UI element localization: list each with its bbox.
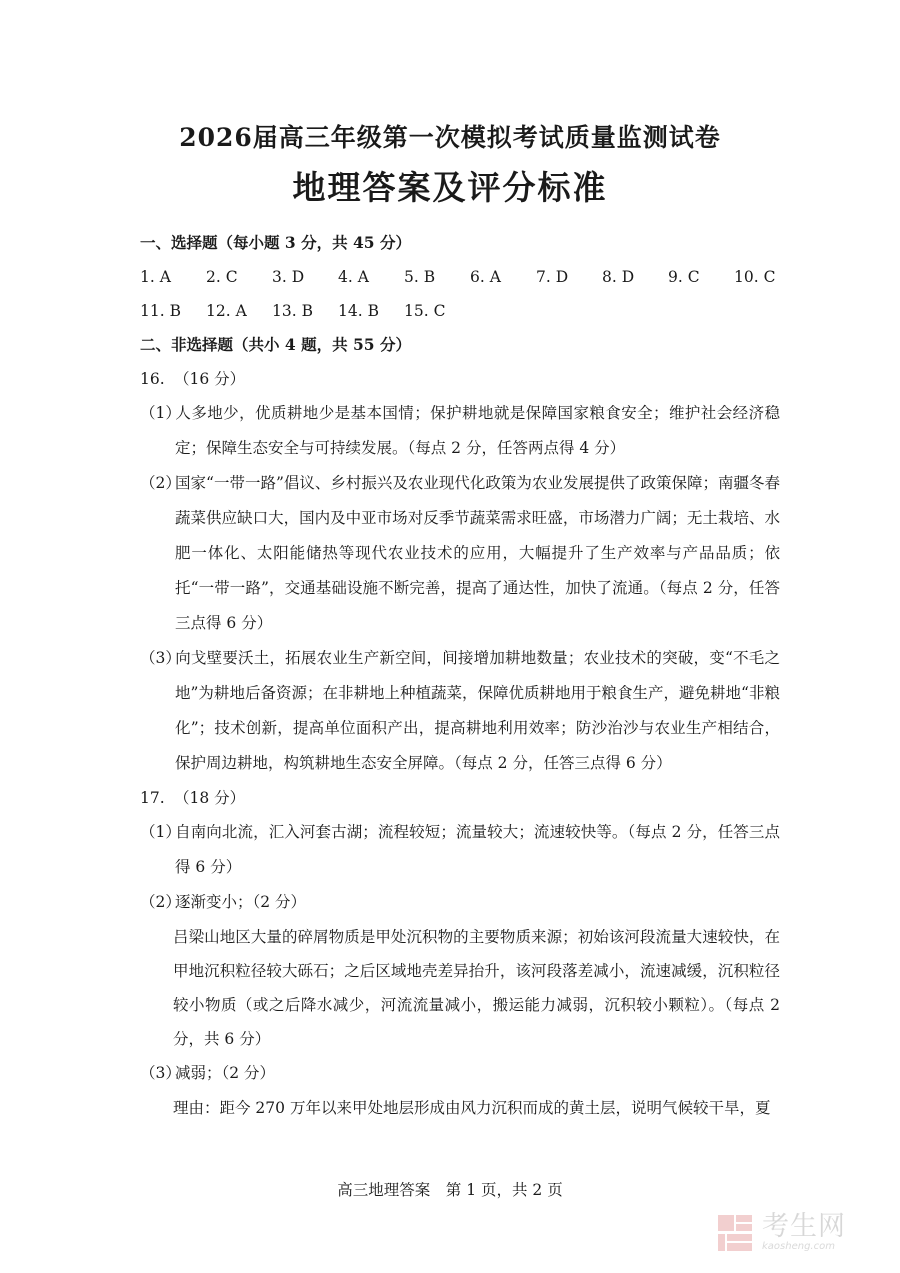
choice-answer: 14. B <box>338 302 379 320</box>
question-number: 16. <box>140 370 165 388</box>
choice-answers-row-2 <box>140 294 780 328</box>
watermark-url: kaosheng.com <box>762 1241 835 1252</box>
q16-answer-3 <box>140 641 780 781</box>
section-heading-nonchoice: 二、非选择题（共小 4 题，共 55 分） <box>140 335 411 354</box>
sub-question-number: （3） <box>140 649 181 667</box>
answer-text: 人多地少，优质耕地少是基本国情；保护耕地就是保障国家粮食安全；维护社会经济稳定；保障生态安全与可持续发展。（每点 2 分，任答两点得 4 分） <box>175 404 780 457</box>
q16-answer-2 <box>140 466 780 641</box>
choice-answer: 9. C <box>668 268 700 286</box>
question-16-header <box>140 362 780 396</box>
q16-answer-1 <box>140 396 780 466</box>
choice-answer: 15. C <box>404 302 446 320</box>
sub-question-number: （2） <box>140 474 181 492</box>
answer-text: 减弱；（2 分） <box>175 1064 276 1082</box>
q17-answer-3 <box>140 1056 780 1091</box>
kaosheng-logo-icon <box>716 1213 754 1253</box>
exam-title: 2026届高三年级第一次模拟考试质量监测试卷 <box>179 123 721 152</box>
choice-answer: 5. B <box>404 268 436 286</box>
answer-title: 地理答案及评分标准 <box>292 168 608 207</box>
question-17-header <box>140 781 780 815</box>
choice-answer: 13. B <box>272 302 313 320</box>
choice-answer: 1. A <box>140 268 171 286</box>
answer-text: 国家“一带一路”倡议、乡村振兴及农业现代化政策为农业发展提供了政策保障；南疆冬春蔬菜供应缺口大，国内及中亚市场对反季节蔬菜需求旺盛，市场潜力广阔；无土栽培、水肥一体化、太阳能储热等现代农业技术的应用，大幅提升了生产效率与产品品质；依托“一带一路”，交通基础设施不断完善，提高了通达性，加快了流通。（每点 2 分，任答三点得 6 分） <box>175 474 780 632</box>
choice-answer: 12. A <box>206 302 247 320</box>
sub-question-number: （3） <box>140 1064 181 1082</box>
choice-answers-row-1 <box>140 260 780 294</box>
choice-answer: 6. A <box>470 268 501 286</box>
section-heading-choice: 一、选择题（每小题 3 分，共 45 分） <box>140 233 411 252</box>
question-number: 17. <box>140 789 165 807</box>
watermark <box>716 1208 886 1258</box>
choice-answer: 2. C <box>206 268 238 286</box>
choice-answer: 4. A <box>338 268 369 286</box>
answer-text: 逐渐变小；（2 分） <box>175 893 307 911</box>
answer-text: 向戈壁要沃土，拓展农业生产新空间，间接增加耕地数量；农业技术的突破，变“不毛之地”为耕地后备资源；在非耕地上种植蔬菜，保障优质耕地用于粮食生产，避免耕地“非粮化”；技术创新，提高单位面积产出，提高耕地利用效率；防沙治沙与农业生产相结合，保护周边耕地，构筑耕地生态安全屏障。（每点 2 分，任答三点得 6 分） <box>175 649 780 772</box>
answer-content <box>140 226 780 1125</box>
q17-answer-2 <box>140 885 780 920</box>
choice-answer: 8. D <box>602 268 635 286</box>
choice-answer: 7. D <box>536 268 569 286</box>
sub-question-number: （1） <box>140 404 181 422</box>
q17-answer-1 <box>140 815 780 885</box>
question-score: （18 分） <box>174 789 246 807</box>
answer-text: 自南向北流，汇入河套古湖；流程较短；流量较大；流速较快等。（每点 2 分，任答三点得 6 分） <box>175 823 780 876</box>
page-footer: 高三地理答案 第 1 页，共 2 页 <box>337 1181 563 1199</box>
watermark-site-name: 考生网 <box>762 1211 846 1242</box>
sub-question-number: （1） <box>140 823 181 841</box>
sub-question-number: （2） <box>140 893 181 911</box>
choice-answer: 10. C <box>734 268 776 286</box>
question-score: （16 分） <box>174 370 246 388</box>
q17-answer-3-detail: 理由：距今 270 万年以来甲处地层形成由风力沉积而成的黄土层，说明气候较干旱，夏 <box>173 1099 771 1117</box>
choice-answer: 3. D <box>272 268 305 286</box>
choice-answer: 11. B <box>140 302 181 320</box>
q17-answer-2-detail: 吕梁山地区大量的碎屑物质是甲处沉积物的主要物质来源；初始该河段流量大速较快，在甲地沉积粒径较大砾石；之后区域地壳差异抬升，该河段落差减小，流速减缓，沉积粒径较小物质（或之后降水减少，河流流量减小，搬运能力减弱，沉积较小颗粒）。（每点 2 分，共 6 分） <box>173 928 780 1048</box>
